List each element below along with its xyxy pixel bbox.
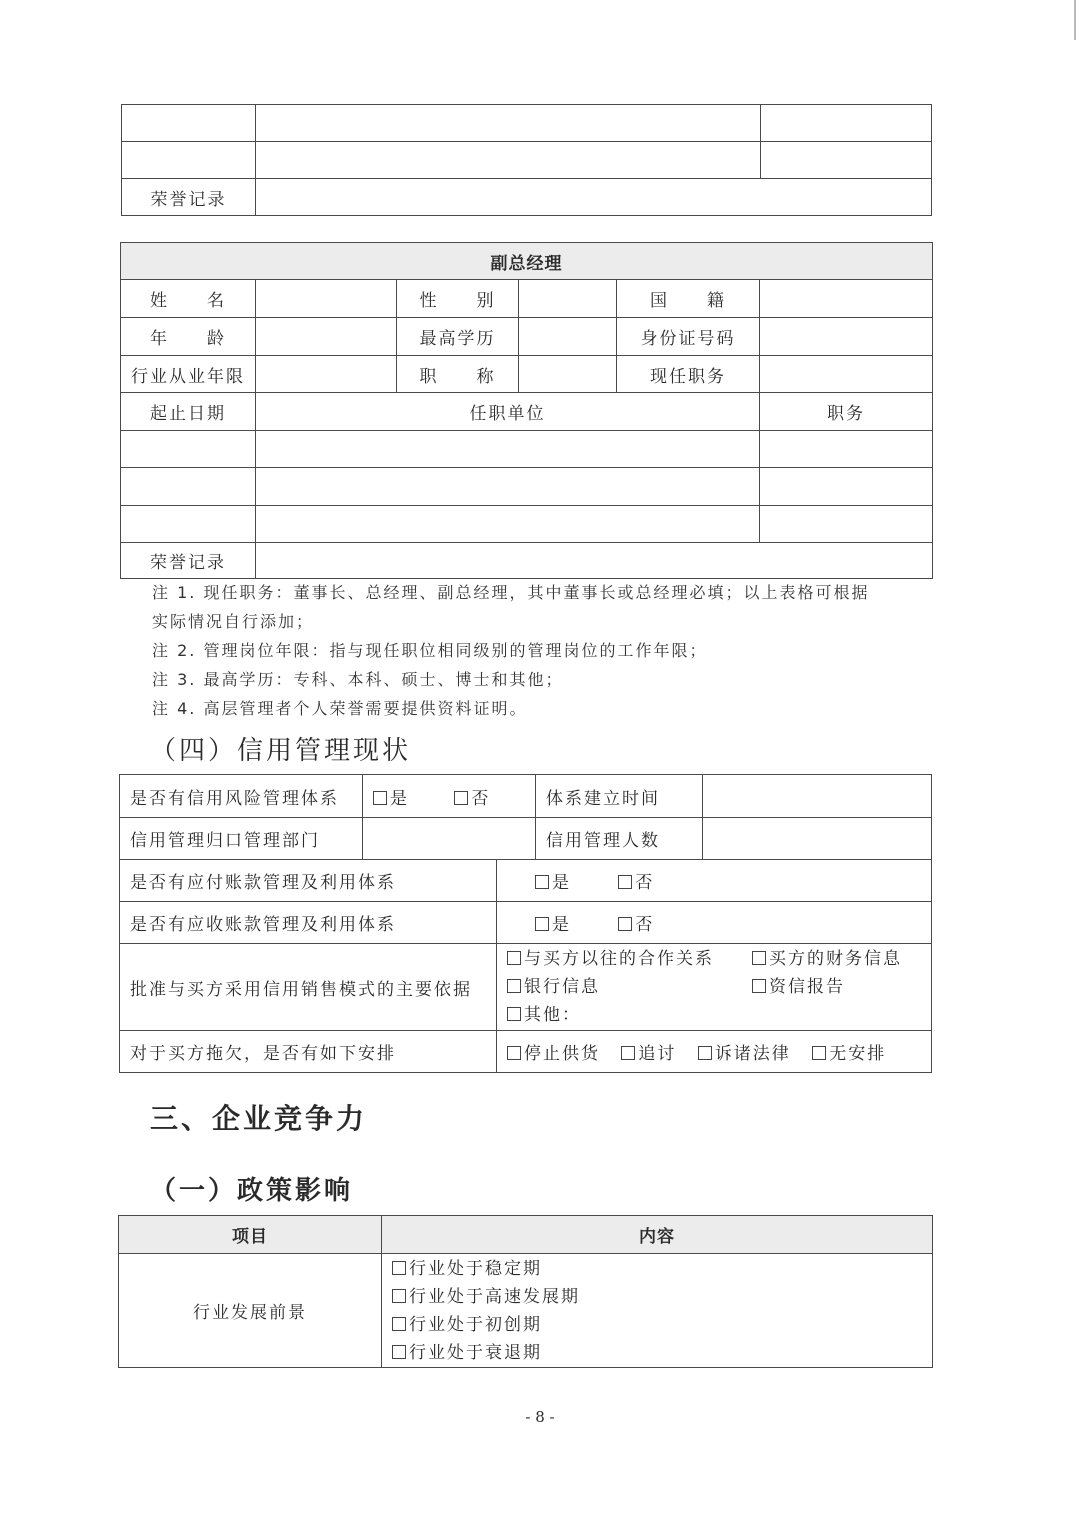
honor-record-field[interactable]: [256, 179, 932, 216]
no-label: 否: [471, 788, 491, 809]
name-field[interactable]: [256, 280, 397, 318]
cell[interactable]: [256, 142, 761, 179]
period-field[interactable]: [121, 431, 256, 468]
cell[interactable]: [122, 105, 256, 142]
outlook-option[interactable]: [392, 1283, 922, 1311]
checkbox-icon[interactable]: [752, 979, 766, 993]
receivable-choice: [497, 902, 932, 944]
checkbox-icon[interactable]: [392, 1317, 406, 1331]
note-line: 注 4. 高层管理者个人荣誉需要提供资料证明。: [152, 699, 528, 718]
checkbox-icon[interactable]: [507, 1046, 521, 1060]
outlook-option[interactable]: [392, 1311, 922, 1339]
checkbox-icon[interactable]: [507, 951, 521, 965]
note-line: 实际情况自行添加；: [152, 612, 315, 631]
industry-years-label: 行业从业年限: [121, 356, 256, 393]
page-number: - 8 -: [525, 1408, 555, 1426]
period-field[interactable]: [121, 468, 256, 506]
cell[interactable]: [256, 105, 761, 142]
checkbox-icon[interactable]: [535, 917, 549, 931]
no-option[interactable]: [618, 868, 654, 893]
cell[interactable]: [761, 105, 932, 142]
employer-field[interactable]: [256, 431, 760, 468]
gender-field[interactable]: [519, 280, 617, 318]
section-policy-title: （一）政策影响: [150, 1176, 354, 1206]
basis-option[interactable]: [752, 945, 902, 973]
arrears-options: [497, 1031, 932, 1073]
outlook-option-label: 行业处于衰退期: [409, 1342, 542, 1363]
basis-option[interactable]: [507, 973, 752, 1001]
professional-title-label: 职 称: [397, 356, 519, 393]
outlook-option[interactable]: [392, 1255, 922, 1283]
credit-management-table: [119, 774, 932, 1073]
yes-label: 是: [552, 915, 571, 935]
checkbox-icon[interactable]: [621, 1046, 635, 1060]
basis-label: 批准与买方采用信用销售模式的主要依据: [120, 944, 497, 1031]
yes-option[interactable]: [535, 868, 571, 893]
current-post-field[interactable]: [760, 356, 933, 393]
checkbox-icon[interactable]: [618, 875, 632, 889]
notes-block: [152, 578, 869, 723]
scan-edge-mark: [1074, 0, 1076, 40]
arrears-option[interactable]: [812, 1039, 886, 1064]
no-option[interactable]: [454, 784, 490, 809]
deputy-gm-title: 副总经理: [121, 243, 933, 280]
dept-label: 信用管理归口管理部门: [120, 818, 363, 860]
no-option[interactable]: [618, 910, 654, 935]
section-credit-title: （四）信用管理现状: [150, 736, 412, 766]
arrears-option-label: 诉诸法律: [714, 1044, 791, 1064]
basis-option-label: 其他：: [524, 1005, 581, 1025]
arrears-label: 对于买方拖欠，是否有如下安排: [120, 1031, 497, 1073]
basis-option[interactable]: [752, 973, 845, 1001]
arrears-option-label: 追讨: [638, 1044, 677, 1064]
position-label: 职务: [760, 393, 933, 431]
employer-field[interactable]: [256, 468, 760, 506]
checkbox-icon[interactable]: [392, 1345, 406, 1359]
system-time-field[interactable]: [703, 775, 932, 818]
basis-options: [497, 944, 932, 1031]
industry-years-field[interactable]: [256, 356, 397, 393]
arrears-option[interactable]: [507, 1039, 600, 1064]
yes-option[interactable]: [535, 910, 571, 935]
arrears-option[interactable]: [698, 1039, 791, 1064]
position-field[interactable]: [760, 468, 933, 506]
yes-label: 是: [390, 788, 409, 809]
industry-outlook-label: 行业发展前景: [119, 1254, 382, 1368]
employer-label: 任职单位: [256, 393, 760, 431]
outlook-option[interactable]: [392, 1339, 922, 1367]
period-field[interactable]: [121, 506, 256, 543]
cell[interactable]: [761, 142, 932, 179]
executive-table-continued: [121, 104, 932, 216]
staff-count-field[interactable]: [703, 818, 932, 860]
basis-option[interactable]: [507, 945, 752, 973]
industry-outlook-options: [382, 1254, 933, 1368]
honor-record-field[interactable]: [256, 543, 933, 579]
checkbox-icon[interactable]: [454, 791, 468, 805]
honor-record-label: 荣誉记录: [122, 179, 256, 216]
checkbox-icon[interactable]: [392, 1289, 406, 1303]
section-competitiveness-title: 三、企业竞争力: [150, 1102, 368, 1135]
yes-option[interactable]: [373, 784, 409, 809]
age-label: 年 龄: [121, 318, 256, 356]
note-line: 注 1. 现任职务：董事长、总经理、副总经理，其中董事长或总经理必填；以上表格可根据: [152, 583, 870, 602]
nationality-label: 国 籍: [617, 280, 760, 318]
position-field[interactable]: [760, 506, 933, 543]
position-field[interactable]: [760, 431, 933, 468]
checkbox-icon[interactable]: [373, 791, 387, 805]
education-label: 最高学历: [397, 318, 519, 356]
period-label: 起止日期: [121, 393, 256, 431]
basis-option-label: 买方的财务信息: [769, 949, 902, 969]
payable-label: 是否有应付账款管理及利用体系: [120, 860, 497, 902]
system-time-label: 体系建立时间: [536, 775, 703, 818]
outlook-option-label: 行业处于稳定期: [409, 1258, 542, 1279]
nationality-field[interactable]: [760, 280, 933, 318]
checkbox-icon[interactable]: [392, 1261, 406, 1275]
name-label: 姓 名: [121, 280, 256, 318]
checkbox-icon[interactable]: [698, 1046, 712, 1060]
outlook-option-label: 行业处于初创期: [409, 1314, 542, 1335]
yes-label: 是: [552, 873, 571, 893]
id-number-field[interactable]: [760, 318, 933, 356]
professional-title-field[interactable]: [519, 356, 617, 393]
payable-choice: [497, 860, 932, 902]
honor-record-label: 荣誉记录: [121, 543, 256, 579]
checkbox-icon[interactable]: [752, 951, 766, 965]
basis-option[interactable]: [507, 1001, 581, 1029]
checkbox-icon[interactable]: [507, 1007, 521, 1021]
id-number-label: 身份证号码: [617, 318, 760, 356]
education-field[interactable]: [519, 318, 617, 356]
checkbox-icon[interactable]: [618, 917, 632, 931]
checkbox-icon[interactable]: [535, 875, 549, 889]
age-field[interactable]: [256, 318, 397, 356]
checkbox-icon[interactable]: [812, 1046, 826, 1060]
arrears-option-label: 停止供货: [524, 1044, 600, 1064]
cell[interactable]: [122, 142, 256, 179]
no-label: 否: [635, 915, 655, 935]
gender-label: 性 别: [397, 280, 519, 318]
col-item-header: 项目: [119, 1216, 382, 1254]
outlook-option-label: 行业处于高速发展期: [409, 1286, 580, 1307]
policy-impact-table: [118, 1215, 933, 1368]
receivable-label: 是否有应收账款管理及利用体系: [120, 902, 497, 944]
risk-system-choice: [363, 775, 536, 818]
col-content-header: 内容: [382, 1216, 933, 1254]
deputy-gm-table: [120, 242, 933, 579]
basis-option-label: 与买方以往的合作关系: [524, 949, 714, 969]
note-line: 注 3. 最高学历：专科、本科、硕士、博士和其他；: [152, 670, 564, 689]
employer-field[interactable]: [256, 506, 760, 543]
current-post-label: 现任职务: [617, 356, 760, 393]
checkbox-icon[interactable]: [507, 979, 521, 993]
no-label: 否: [635, 873, 655, 893]
arrears-option[interactable]: [621, 1039, 676, 1064]
note-line: 注 2. 管理岗位年限：指与现任职位相同级别的管理岗位的工作年限；: [152, 641, 708, 660]
arrears-option-label: 无安排: [829, 1044, 887, 1064]
basis-option-label: 资信报告: [769, 977, 845, 997]
basis-option-label: 银行信息: [524, 977, 600, 997]
staff-count-label: 信用管理人数: [536, 818, 703, 860]
risk-system-label: 是否有信用风险管理体系: [120, 775, 363, 818]
dept-field[interactable]: [363, 818, 536, 860]
